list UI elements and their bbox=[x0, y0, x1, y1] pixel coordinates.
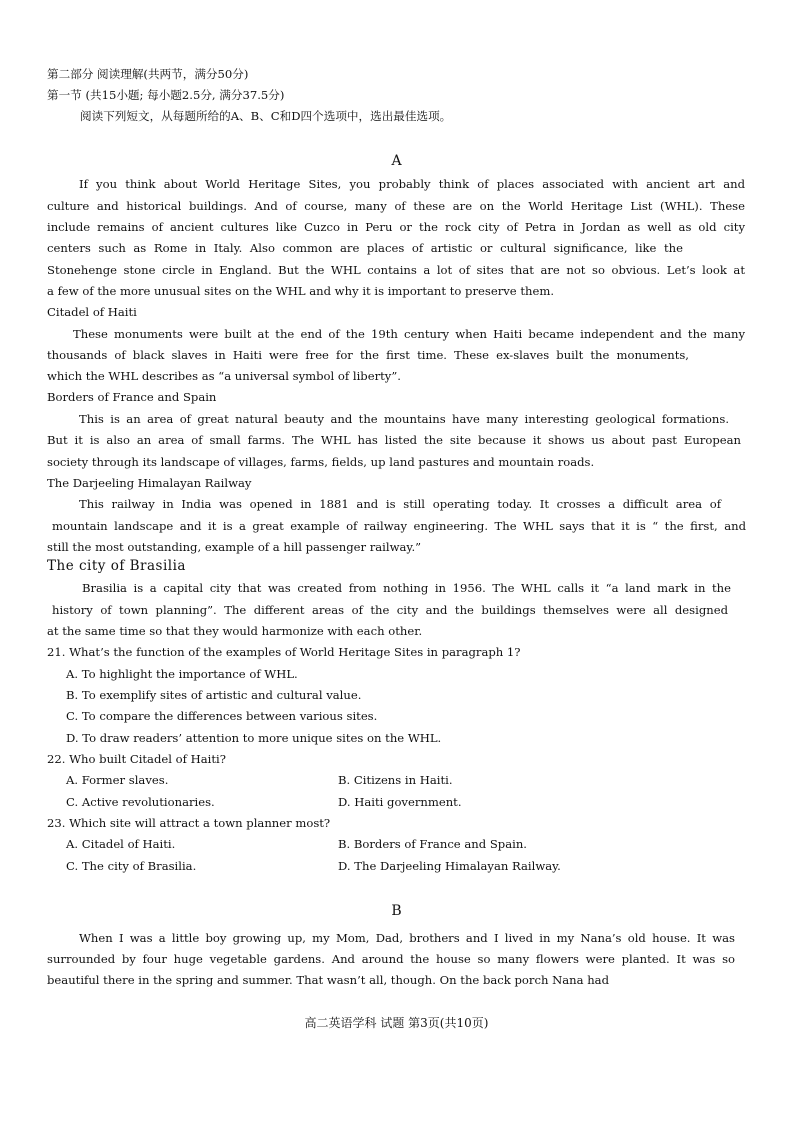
instruction: 阅读下列短文，从每题所给的A、B、C和D四个选项中，选出最佳选项。 bbox=[80, 109, 452, 123]
paragraph-line: surrounded by four huge vegetable gardens. And around the house so many flowers were planted. It was so bbox=[47, 952, 735, 966]
option-d[interactable]: D. The Darjeeling Himalayan Railway. bbox=[338, 859, 561, 873]
paragraph-line: thousands of black slaves in Haiti were free for the first time. These ex-slaves built the monuments, bbox=[47, 348, 689, 362]
paragraph-line: which the WHL describes as “a universal symbol of liberty”. bbox=[47, 369, 401, 383]
paragraph-line: culture and historical buildings. And of course, many of these are on the World Heritage List (WHL). These bbox=[47, 199, 745, 213]
question-stem: 21. What’s the function of the examples of World Heritage Sites in paragraph 1? bbox=[47, 645, 521, 659]
paragraph-line: at the same time so that they would harmonize with each other. bbox=[47, 624, 423, 638]
passage-b-title: B bbox=[391, 903, 402, 919]
option-a[interactable]: A. Former slaves. bbox=[66, 773, 169, 787]
section-heading-borders: Borders of France and Spain bbox=[47, 390, 217, 404]
paragraph-line: Brasilia is a capital city that was created from nothing in 1956. The WHL calls it “a land mark in the bbox=[82, 581, 731, 595]
paragraph-line: When I was a little boy growing up, my Mom, Dad, brothers and I lived in my Nana’s old house. It was bbox=[79, 931, 735, 945]
paragraph-line: These monuments were built at the end of the 19th century when Haiti became independent and the many bbox=[73, 327, 745, 341]
option-b[interactable]: B. Citizens in Haiti. bbox=[338, 773, 453, 787]
page-footer: 高二英语学科 试题 第3页(共10页) bbox=[304, 1016, 489, 1030]
option-c[interactable]: C. To compare the differences between various sites. bbox=[66, 709, 378, 723]
paragraph-line: include remains of ancient cultures like Cuzco in Peru or the rock city of Petra in Jordan as well as old city bbox=[47, 220, 745, 234]
paragraph-line: If you think about World Heritage Sites, you probably think of places associated with ancient art and bbox=[79, 177, 745, 191]
option-b[interactable]: B. To exemplify sites of artistic and cultural value. bbox=[66, 688, 362, 702]
option-b[interactable]: B. Borders of France and Spain. bbox=[338, 837, 527, 851]
paragraph-line: Stonehenge stone circle in England. But the WHL contains a lot of sites that are not so obvious. Let’s look at bbox=[47, 263, 745, 277]
option-a[interactable]: A. Citadel of Haiti. bbox=[66, 837, 176, 851]
paragraph-line: a few of the more unusual sites on the WHL and why it is important to preserve them. bbox=[47, 284, 555, 298]
paragraph-line: society through its landscape of villages, farms, fields, up land pastures and mountain roads. bbox=[47, 455, 595, 469]
part-heading: 第二部分 阅读理解(共两节，满分50分) bbox=[47, 67, 249, 81]
section-heading-railway: The Darjeeling Himalayan Railway bbox=[47, 476, 252, 490]
option-d[interactable]: D. To draw readers’ attention to more unique sites on the WHL. bbox=[66, 731, 442, 745]
paragraph-line: This is an area of great natural beauty and the mountains have many interesting geological formations. bbox=[79, 412, 729, 426]
section-heading-haiti: Citadel of Haiti bbox=[47, 305, 137, 319]
section-heading: 第一节 (共15小题; 每小题2.5分, 满分37.5分) bbox=[47, 88, 285, 102]
option-a[interactable]: A. To highlight the importance of WHL. bbox=[66, 667, 298, 681]
paragraph-line: But it is also an area of small farms. The WHL has listed the site because it shows us about past European bbox=[47, 433, 741, 447]
option-c[interactable]: C. The city of Brasilia. bbox=[66, 859, 197, 873]
paragraph-line: centers such as Rome in Italy. Also common are places of artistic or cultural significance, like the bbox=[47, 241, 683, 255]
option-d[interactable]: D. Haiti government. bbox=[338, 795, 462, 809]
paragraph-line: beautiful there in the spring and summer. That wasn’t all, though. On the back porch Nana had bbox=[47, 973, 610, 987]
paragraph-line: This railway in India was opened in 1881 and is still operating today. It crosses a difficult area of bbox=[79, 497, 721, 511]
option-c[interactable]: C. Active revolutionaries. bbox=[66, 795, 215, 809]
paragraph-line: history of town planning”. The different areas of the city and the buildings themselves were all designed bbox=[52, 603, 728, 617]
paragraph-line: mountain landscape and it is a great example of railway engineering. The WHL says that it is “ the first, and bbox=[52, 519, 746, 533]
question-stem: 23. Which site will attract a town planner most? bbox=[47, 816, 331, 830]
passage-a-title: A bbox=[391, 153, 402, 169]
section-heading-brasilia: The city of Brasilia bbox=[47, 558, 186, 574]
question-stem: 22. Who built Citadel of Haiti? bbox=[47, 752, 226, 766]
paragraph-line: still the most outstanding, example of a hill passenger railway.” bbox=[47, 540, 422, 554]
